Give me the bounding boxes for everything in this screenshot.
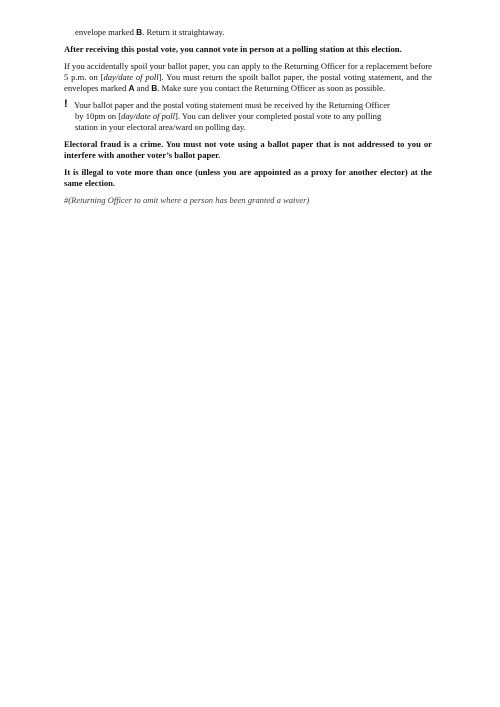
deadline-line-2 [75, 111, 432, 122]
vote-once-warning: It is illegal to vote more than once (unless you are appointed as a proxy for another elector) at the same election. [64, 167, 432, 188]
deadline-notice [64, 100, 432, 133]
envelope-letter-b: B [136, 27, 143, 37]
deadline-line-3: station in your electoral area/ward on polling day. [75, 122, 246, 132]
deadline-line-1: Your ballot paper and the postal voting statement must be received by the Returning Officer [74, 100, 390, 110]
deadline-line-2-end: ]. You can deliver your completed postal vote to any polling [175, 111, 382, 121]
poll-date-placeholder: day/date of poll [103, 72, 159, 82]
spoilt-text-4: . Make sure you contact the Returning Officer as soon as possible. [157, 83, 386, 93]
no-in-person-vote-warning: After receiving this postal vote, you cannot vote in person at a polling station at this election. [64, 44, 402, 54]
spoilt-text-3: and [134, 83, 152, 93]
waiver-note: #(Returning Officer to omit where a person has been granted a waiver) [64, 195, 310, 205]
deadline-line-2-start: by 10pm on [ [75, 111, 122, 121]
spoilt-text-2: ]. You must return the spoilt ballot paper, the postal voting statement, and the envelopes marked [64, 72, 432, 93]
electoral-fraud-warning: Electoral fraud is a crime. You must not vote using a ballot paper that is not addressed to you or interfere with another voter’s ballot paper. [64, 139, 432, 160]
envelope-b-text-end: . Return it straightaway. [142, 27, 225, 37]
envelope-letter-b: B [151, 83, 158, 93]
envelope-b-text-start: envelope marked [75, 27, 137, 37]
spoilt-text-1: If you accidentally spoil your ballot paper, you can apply to the Returning Officer for a replacement before 5 p.m. on [ [64, 61, 432, 82]
envelope-letter-a: A [128, 83, 135, 93]
document-body [64, 27, 432, 206]
envelope-b-instruction [64, 27, 432, 38]
spoilt-ballot-paragraph [64, 61, 432, 94]
exclamation-icon: ! [64, 98, 68, 110]
poll-date-placeholder: day/date of poll [121, 111, 176, 121]
